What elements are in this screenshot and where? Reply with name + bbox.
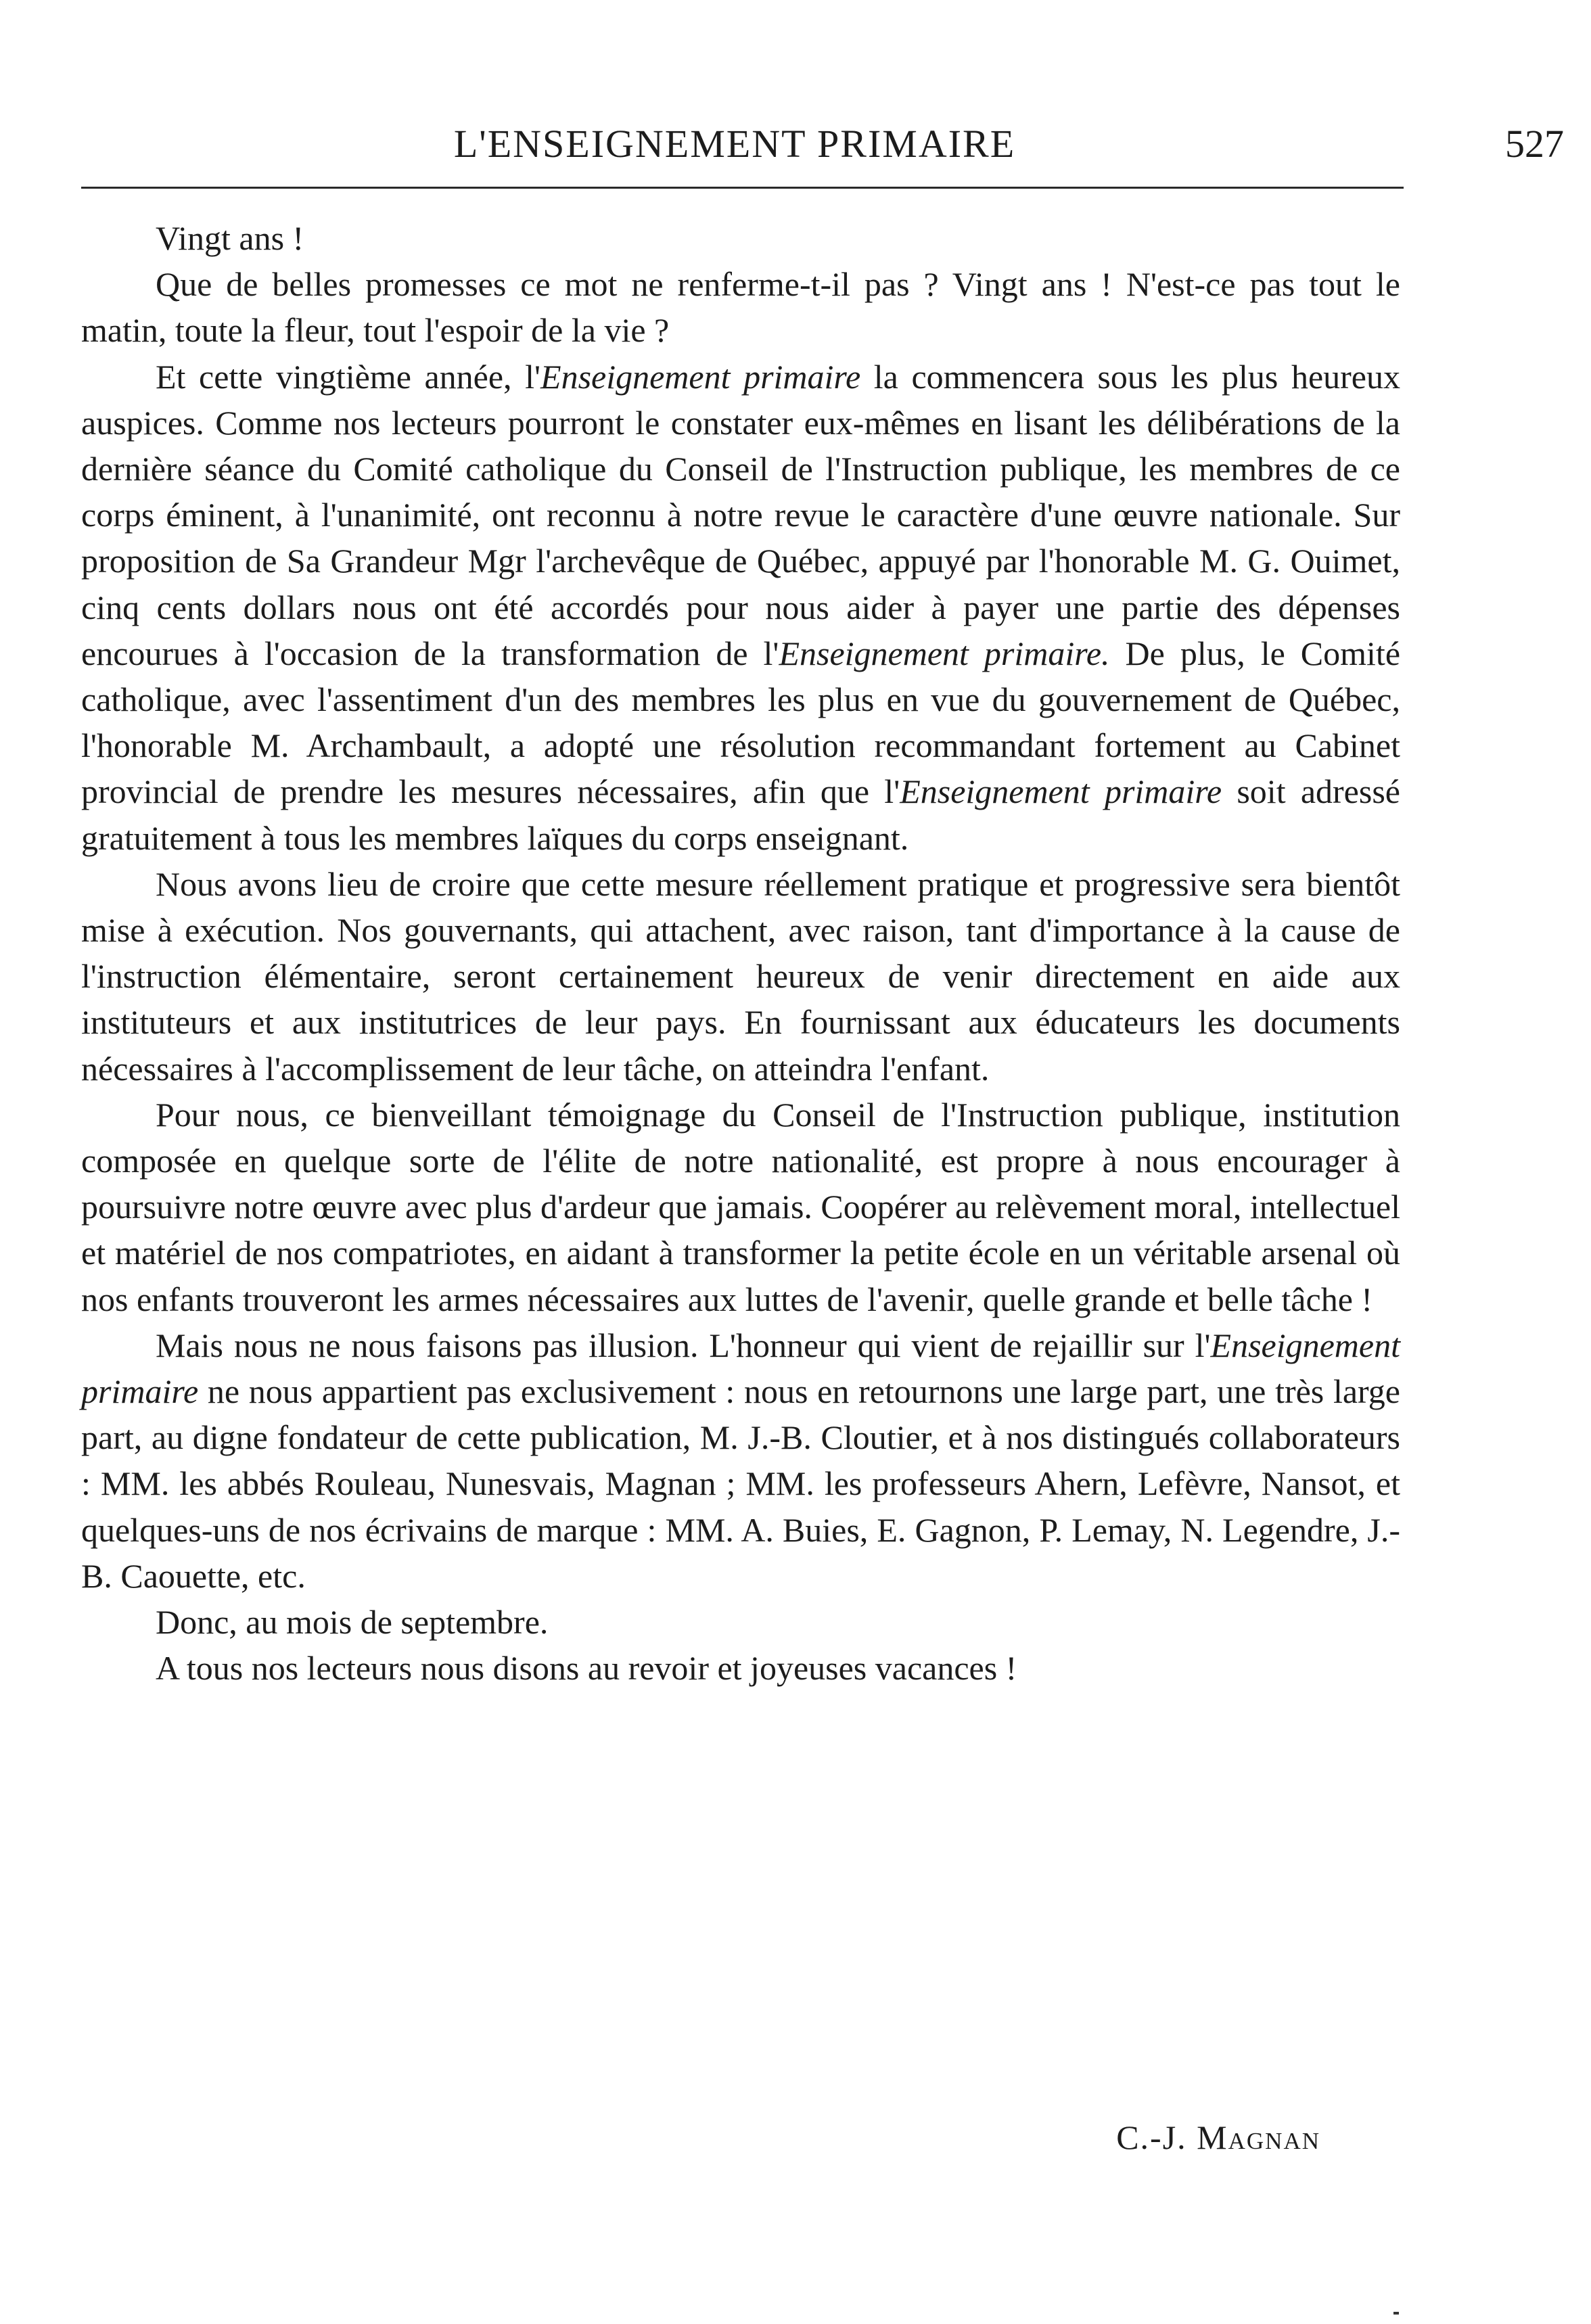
paragraph: Que de belles promesses ce mot ne renferme-t-il pas ? Vingt ans ! N'est-ce pas tout le matin, toute la fleur, tout l'espoir de la vie ? bbox=[81, 265, 1400, 350]
print-speck bbox=[1393, 2312, 1399, 2315]
header-rule bbox=[81, 187, 1404, 189]
journal-title: Enseignement primaire bbox=[900, 772, 1222, 811]
journal-title: Enseignement primaire bbox=[81, 1326, 1400, 1411]
journal-title: Enseignement primaire. bbox=[779, 634, 1110, 672]
paragraph: A tous nos lecteurs nous disons au revoir et joyeuses vacances ! bbox=[156, 1649, 1017, 1688]
page-number: 527 bbox=[1505, 122, 1564, 166]
running-title: L'ENSEIGNEMENT PRIMAIRE bbox=[453, 122, 1016, 166]
signature bbox=[1116, 2114, 1320, 2160]
paragraph: Et cette vingtième année, l'Enseignement primaire la commencera sous les plus heureux auspices. Comme nos lecteurs pourront le constater eux-mêmes en lisant les délibérations de la dernière séance du Comité catholique du Conseil de l'Instruction publique, les membres de ce corps éminent, à l'unanimité, ont reconnu à notre revue le caractère d'une œuvre nationale. Sur proposition de Sa Grandeur Mgr l'archevêque de Québec, appuyé par l'honorable M. G. Ouimet, cinq cents dollars nous ont été accordés pour nous aider à payer une partie des dépenses encourues à l'occasion de la transformation de l'Enseignement primaire. De plus, le Comité catholique, avec l'assentiment d'un des membres les plus en vue du gouvernement de Québec, l'honorable M. Archambault, a adopté une résolution recommandant fortement au Cabinet provincial de prendre les mesures nécessaires, afin que l'Enseignement primaire soit adressé gratuitement à tous les membres laïques du corps enseignant. bbox=[81, 357, 1401, 857]
paragraph: Pour nous, ce bienveillant témoignage du Conseil de l'Instruction publique, institution composée en quelque sorte de l'élite de notre nationalité, est propre à nous encourager à poursuivre notre œuvre avec plus d'ardeur que jamais. Coopérer au relèvement moral, intellectuel et matériel de nos compatriotes, en aidant à transformer la petite école en un véritable arsenal où nos enfants trouveront les armes nécessaires aux luttes de l'avenir, quelle grande et belle tâche ! bbox=[81, 1095, 1400, 1318]
running-header bbox=[81, 114, 1564, 175]
paragraph: Nous avons lieu de croire que cette mesure réellement pratique et progressive sera bientôt mise à exécution. Nos gouvernants, qui attachent, avec raison, tant d'importance à la cause de l'instruction élémentaire, seront certainement heureux de venir directement en aide aux instituteurs et aux institutrices de leur pays. En fournissant aux éducateurs les documents nécessaires à l'accomplissement de leur tâche, on atteindra l'enfant. bbox=[81, 864, 1400, 1088]
article-body bbox=[81, 215, 1400, 1692]
signature-surname: Magnan bbox=[1197, 2118, 1320, 2156]
paragraph: Donc, au mois de septembre. bbox=[156, 1603, 549, 1642]
paragraph: Vingt ans ! bbox=[156, 219, 304, 257]
paragraph: Mais nous ne nous faisons pas illusion. L'honneur qui vient de rejaillir sur l'Enseignement primaire ne nous appartient pas exclusivement : nous en retournons une large part, une très large part, au digne fondateur de cette publication, M. J.-B. Cloutier, et à nos distingués collaborateurs : MM. les abbés Rouleau, Nunesvais, Magnan ; MM. les professeurs Ahern, Lefèvre, Nansot, et quelques-uns de nos écrivains de marque : MM. A. Buies, E. Gagnon, P. Lemay, N. Legendre, J.-B. Caouette, etc. bbox=[81, 1326, 1400, 1595]
journal-title: Enseignement primaire bbox=[540, 357, 861, 396]
signature-initials: C.-J. bbox=[1116, 2118, 1187, 2156]
